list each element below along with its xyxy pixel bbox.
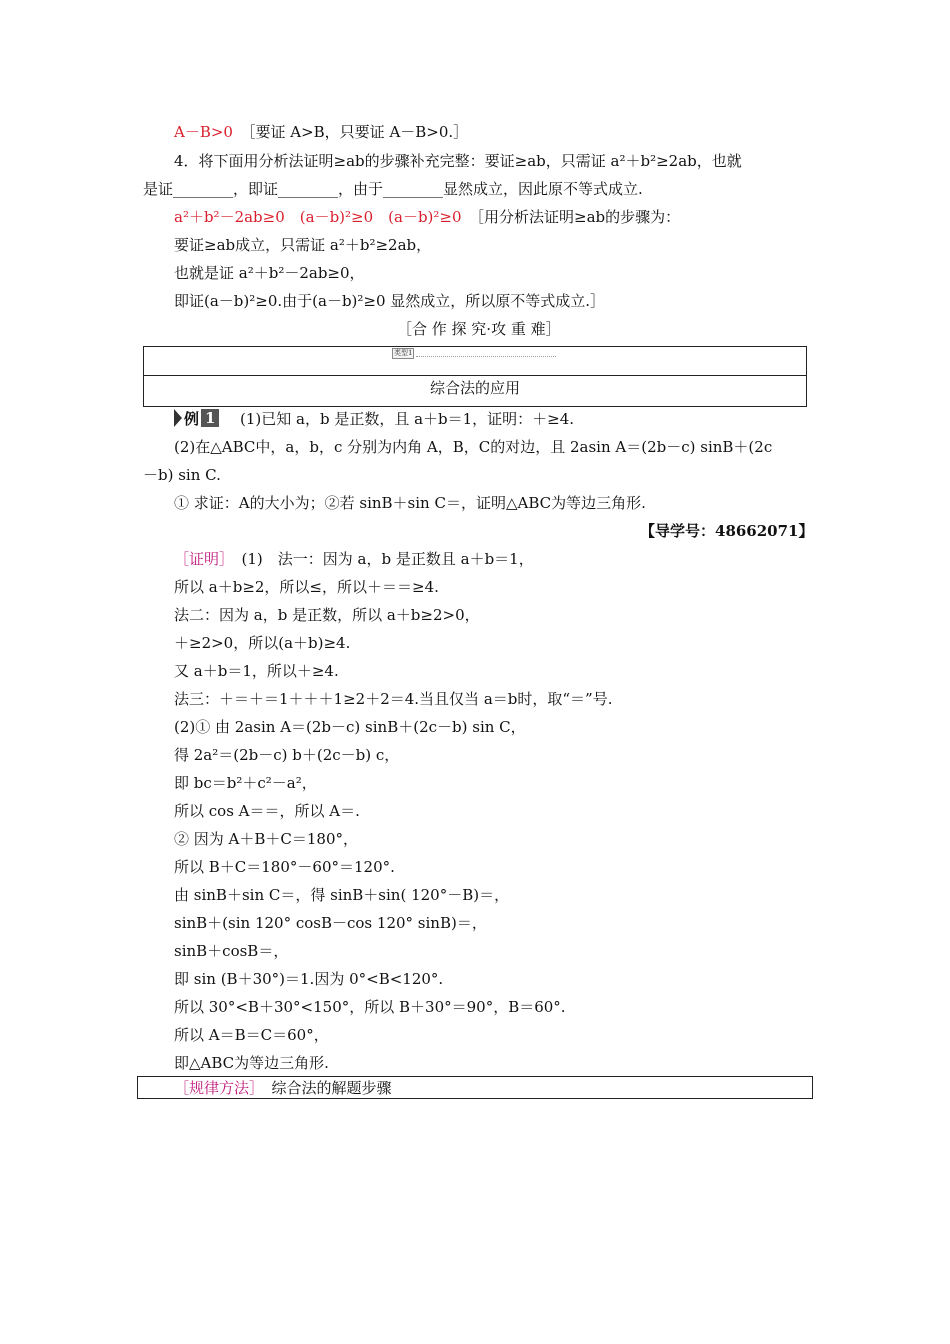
proof-line: ＋≥2>0，所以(a＋b)≥4. <box>174 634 351 652</box>
type-title: 综合法的应用 <box>429 379 520 397</box>
proof-line: 所以 B＋C＝180°－60°＝120°. <box>174 858 395 876</box>
text-line <box>174 207 680 227</box>
proof-line: 由 sinB＋sin C＝，得 sinB＋sin( 120°－B)＝， <box>174 886 510 904</box>
proof-line: 所以 a＋b≥2，所以≤，所以＋＝＝≥4. <box>174 578 439 596</box>
proof-line: 所以 cos A＝＝，所以 A＝. <box>174 802 360 820</box>
proof-line: 所以 30°<B＋30°<150°，所以 B＋30°＝90°，B＝60°. <box>174 998 566 1016</box>
proof-label: ［证明］ <box>174 550 227 568</box>
type-box <box>143 346 807 407</box>
proof-line: (2)① 由 2asin A＝(2b－c) sinB＋(2c－b) sin C， <box>174 718 526 736</box>
answer-text: A－B>0 <box>174 123 233 141</box>
text-line: 也就是证 a²＋b²－2ab≥0， <box>174 264 365 282</box>
explanation-text: ［要证 A>B，只要证 A－B>0.］ <box>247 123 469 141</box>
method-label: ［规律方法］ <box>174 1079 257 1097</box>
text-line: 要证≥ab成立，只需证 a²＋b²≥2ab， <box>174 236 432 254</box>
proof-line: 法三：＋＝＋＝1＋＋＋1≥2＋2＝4.当且仅当 a＝b时，取“＝”号. <box>174 690 613 708</box>
proof-line: 法二：因为 a，b 是正数，所以 a＋b≥2>0， <box>174 606 480 624</box>
proof-line: 即 sin (B＋30°)＝1.因为 0°<B<120°. <box>174 970 444 988</box>
guide-number: 【导学号：48662071】 <box>640 522 814 540</box>
proof-line: 即 bc＝b²＋c²－a²， <box>174 774 317 792</box>
divider <box>416 356 556 357</box>
proof-line <box>174 549 534 569</box>
example-number: 1 <box>201 409 219 427</box>
proof-line: 又 a＋b＝1，所以＋≥4. <box>174 662 339 680</box>
proof-line: 即△ABC为等边三角形. <box>174 1054 329 1072</box>
method-text: 综合法的解题步骤 <box>271 1079 392 1097</box>
method-line <box>174 1078 392 1098</box>
divider <box>144 375 806 376</box>
proof-line: ② 因为 A＋B＋C＝180°， <box>174 830 358 848</box>
proof-line: sinB＋cosB＝， <box>174 942 289 960</box>
question-4-line-1: 4．将下面用分析法证明≥ab的步骤补充完整：要证≥ab，只需证 a²＋b²≥2ab，也就 <box>174 152 742 170</box>
example-question-3: ① 求证：A的大小为；②若 sinB＋sin C＝，证明△ABC为等边三角形. <box>174 494 646 512</box>
example-question-2-cont: －b) sin C. <box>143 466 221 484</box>
example-question-1: (1)已知 a，b 是正数，且 a＋b＝1，证明：＋≥4. <box>240 410 575 428</box>
method-box <box>137 1076 813 1099</box>
text-line <box>174 122 468 142</box>
answer-text: a²＋b²－2ab≥0 (a－b)²≥0 (a－b)²≥0 <box>174 208 462 226</box>
arrow-icon <box>174 409 182 427</box>
example-label: 例 <box>184 409 200 428</box>
explanation-text: ［用分析法证明≥ab的步骤为： <box>476 208 681 226</box>
proof-line: 得 2a²＝(2b－c) b＋(2c－b) c， <box>174 746 400 764</box>
type-tag: 类型1 <box>394 349 413 357</box>
example-question-2: (2)在△ABC中，a，b，c 分别为内角 A，B，C的对边，且 2asin A＝(2b－c) sinB＋(2c <box>174 438 773 456</box>
section-heading: ［合 作 探 究·攻 重 难］ <box>397 320 561 338</box>
proof-text: (1) 法一：因为 a，b 是正数且 a＋b＝1， <box>241 550 534 568</box>
proof-line: 所以 A＝B＝C＝60°， <box>174 1026 329 1044</box>
question-4-line-2: 是证________，即证________，由于________显然成立，因此原不等式成立. <box>143 180 643 198</box>
example-badge <box>174 409 219 427</box>
text-line: 即证(a－b)²≥0.由于(a－b)²≥0 显然成立，所以原不等式成立.］ <box>174 292 606 310</box>
proof-line: sinB＋(sin 120° cosB－cos 120° sinB)＝， <box>174 914 487 932</box>
